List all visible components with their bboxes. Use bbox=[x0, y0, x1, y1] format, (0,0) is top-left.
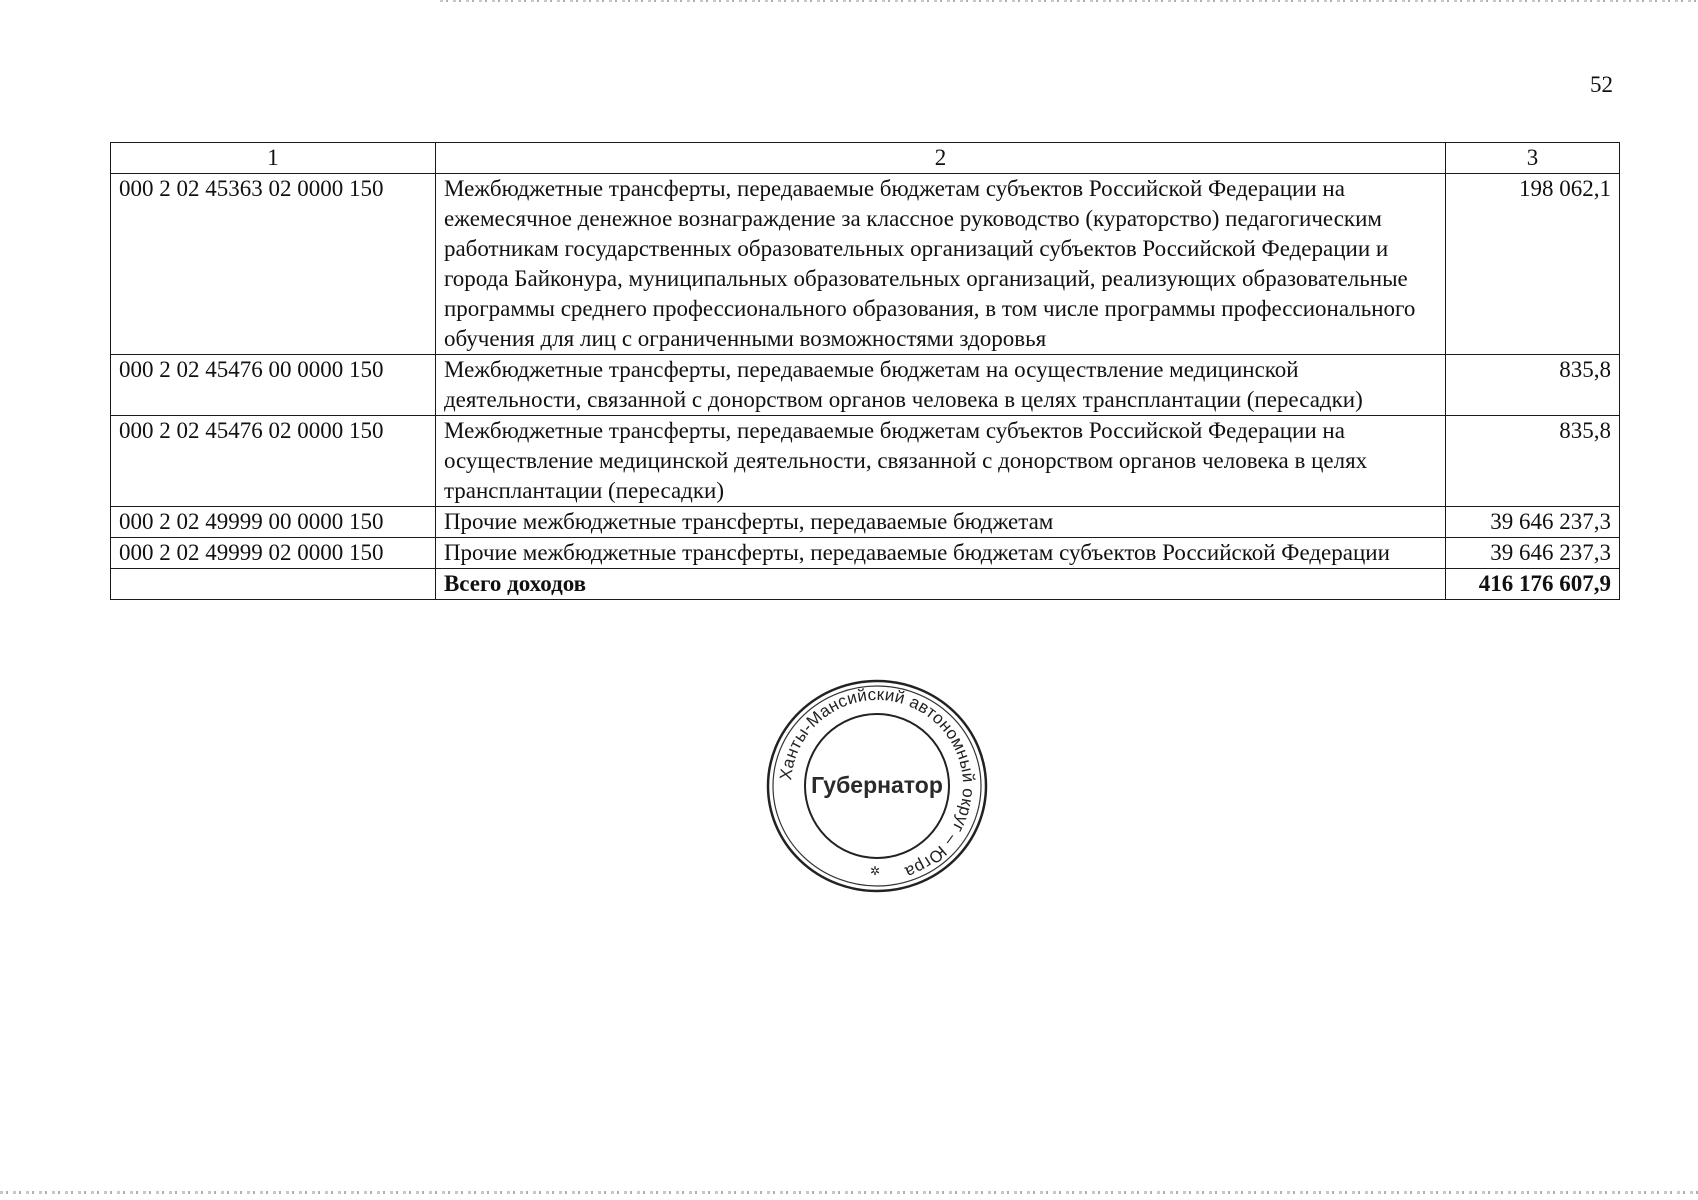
row-code: 000 2 02 45476 02 0000 150 bbox=[111, 416, 436, 507]
table-header-row bbox=[111, 143, 1620, 174]
row-amount: 198 062,1 bbox=[1446, 174, 1620, 355]
page-number: 52 bbox=[1590, 72, 1613, 97]
table-row bbox=[111, 416, 1620, 507]
stamp-ring-text: Ханты-Мансийский автономный округ – Югра bbox=[776, 684, 979, 882]
row-description: Межбюджетные трансферты, передаваемые бюджетам субъектов Российской Федерации на осуществление медицинской деятельности, связанной с донорством органов человека в целях трансплантации (пересадки) bbox=[435, 416, 1445, 507]
row-description: Межбюджетные трансферты, передаваемые бюджетам на осуществление медицинской деятельности, связанной с донорством органов человека в целях трансплантации (пересадки) bbox=[435, 355, 1445, 416]
row-amount: 835,8 bbox=[1446, 355, 1620, 416]
stamp-center-text: Губернатор bbox=[811, 772, 943, 798]
table-row bbox=[111, 538, 1620, 569]
stamp-seal-icon bbox=[764, 676, 990, 896]
column-header-code: 1 bbox=[111, 143, 436, 174]
row-amount: 39 646 237,3 bbox=[1446, 538, 1620, 569]
stamp-star-icon: ✲ bbox=[869, 864, 881, 878]
total-amount: 416 176 607,9 bbox=[1446, 569, 1620, 600]
column-header-description: 2 bbox=[435, 143, 1445, 174]
row-amount: 39 646 237,3 bbox=[1446, 507, 1620, 538]
row-code: 000 2 02 49999 00 0000 150 bbox=[111, 507, 436, 538]
table-row bbox=[111, 355, 1620, 416]
table-row bbox=[111, 507, 1620, 538]
total-label: Всего доходов bbox=[435, 569, 1445, 600]
row-description: Межбюджетные трансферты, передаваемые бюджетам субъектов Российской Федерации на ежемесячное денежное вознаграждение за классное руководство (кураторство) педагогическим работникам государственных образовательных организаций субъектов Российской Федерации и города Байконура, муниципальных образовательных организаций, реализующих образовательные программы среднего профессионального образования, в том числе программы профессионального обучения для лиц с ограниченными возможностями здоровья bbox=[435, 174, 1445, 355]
total-code bbox=[111, 569, 436, 600]
row-description: Прочие межбюджетные трансферты, передаваемые бюджетам bbox=[435, 507, 1445, 538]
governor-stamp bbox=[764, 676, 990, 896]
row-code: 000 2 02 45363 02 0000 150 bbox=[111, 174, 436, 355]
column-header-amount: 3 bbox=[1446, 143, 1620, 174]
total-row bbox=[111, 569, 1620, 600]
row-code: 000 2 02 49999 02 0000 150 bbox=[111, 538, 436, 569]
row-amount: 835,8 bbox=[1446, 416, 1620, 507]
table-row bbox=[111, 174, 1620, 355]
row-description: Прочие межбюджетные трансферты, передаваемые бюджетам субъектов Российской Федерации bbox=[435, 538, 1445, 569]
income-table bbox=[110, 142, 1620, 600]
row-code: 000 2 02 45476 00 0000 150 bbox=[111, 355, 436, 416]
scan-edge-bottom bbox=[0, 1191, 1698, 1194]
scan-edge-top bbox=[440, 0, 1698, 2]
